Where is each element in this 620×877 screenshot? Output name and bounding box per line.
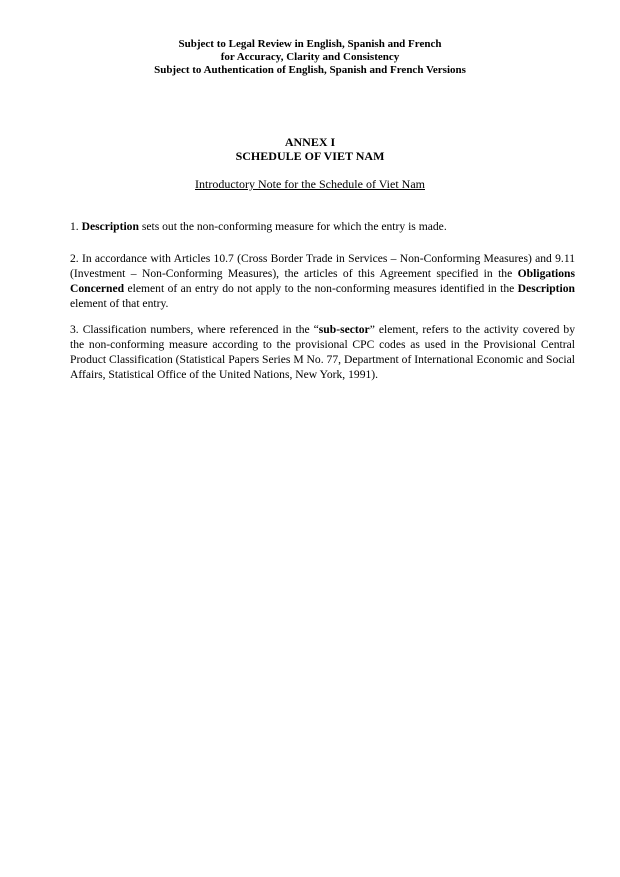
paragraph-3-text-b: ” element, refers to the activity covered by the non-conforming measure according to the provisional CPC codes as used in the Provisional Central Product Classification (Statistical Papers Series M No. 77, Department of International Economic and Social Affairs, Statistical Office of the United Nations, New York, 1991). [70, 323, 576, 381]
paragraph-2 [70, 251, 575, 311]
paragraph-2-text-c: element of that entry. [70, 297, 169, 310]
annex-title-block [0, 135, 620, 163]
paragraph-3-term-sub-sector: sub-sector [318, 323, 370, 336]
paragraph-2-text-b: element of an entry do not apply to the non-conforming measures identified in the [124, 282, 518, 295]
paragraph-1-term-description: Description [81, 220, 139, 233]
paragraph-3 [70, 322, 575, 382]
annex-heading: ANNEX I [284, 135, 336, 149]
paragraph-2-text-a: 2. In accordance with Articles 10.7 (Cross Border Trade in Services – Non-Conforming Measures) and 9.11 (Investment – Non-Conforming Measures), the articles of this Agreement specified in the [70, 252, 575, 280]
legal-review-header [0, 38, 620, 77]
legal-header-line-1: Subject to Legal Review in English, Spanish and French [178, 38, 442, 50]
paragraph-2-term-description: Description [517, 282, 575, 295]
schedule-heading: SCHEDULE OF VIET NAM [235, 149, 385, 163]
legal-header-line-3: Subject to Authentication of English, Spanish and French Versions [154, 64, 466, 76]
paragraph-3-text-a: 3. Classification numbers, where referenced in the “ [70, 323, 319, 336]
introductory-note-heading [0, 177, 620, 191]
paragraph-1-text: sets out the non-conforming measure for which the entry is made. [138, 220, 447, 233]
paragraph-1 [70, 219, 575, 234]
paragraph-2-term-obligations-concerned: Obligations Concerned [70, 267, 575, 295]
legal-header-line-2: for Accuracy, Clarity and Consistency [220, 51, 400, 63]
paragraph-1-number: 1. [70, 220, 82, 233]
introductory-note-text: Introductory Note for the Schedule of Viet Nam [195, 177, 425, 191]
